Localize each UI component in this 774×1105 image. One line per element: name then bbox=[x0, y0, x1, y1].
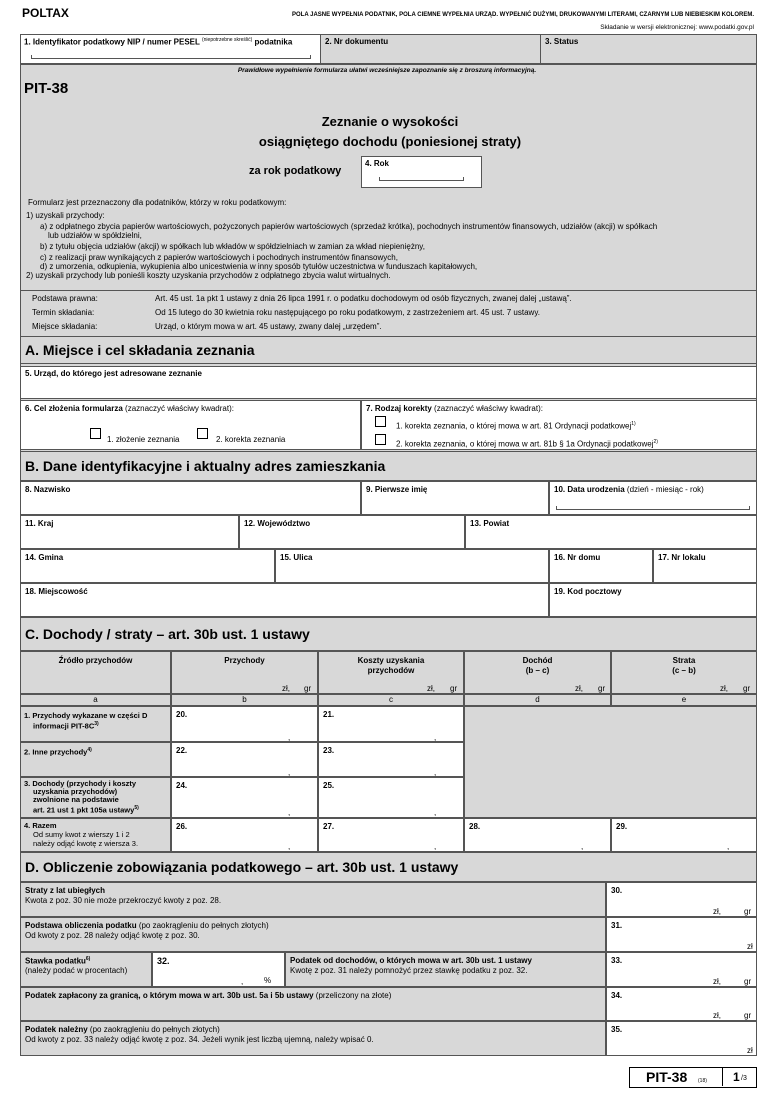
col-b-unit-zl: zł, bbox=[282, 684, 290, 693]
field-20[interactable]: 20. , bbox=[171, 706, 318, 742]
field-3-label: 3. Status bbox=[545, 37, 579, 46]
option-art81-sup: 1) bbox=[631, 421, 636, 427]
row-32-desc: (należy podać w procentach) bbox=[25, 966, 128, 975]
field-14-label: 14. Gmina bbox=[25, 553, 64, 562]
col-b-header bbox=[171, 651, 318, 694]
field-34-zl: zł, bbox=[713, 1011, 721, 1020]
checkbox-correction[interactable] bbox=[197, 428, 208, 439]
field-35-zl: zł bbox=[747, 1046, 753, 1055]
field-1-ticks bbox=[31, 55, 311, 59]
intro-point-1d: d) z umorzenia, odkupienia, wykupienia albo unicestwienia w inny sposób tytułów uczestnictwa w funduszach kapitałowych, bbox=[40, 262, 478, 271]
field-7-hint: (zaznaczyć właściwy kwadrat): bbox=[434, 404, 543, 413]
row-35-desc: Od kwoty z poz. 33 należy odjąć kwotę z poz. 34. Jeżeli wynik jest liczbą ujemną, należy wpisać 0. bbox=[25, 1035, 374, 1044]
field-6-purpose bbox=[20, 400, 361, 450]
col-d-unit-zl: zł, bbox=[575, 684, 583, 693]
footer-form-code: PIT-38 bbox=[646, 1069, 688, 1085]
field-30[interactable] bbox=[606, 882, 757, 917]
field-31[interactable] bbox=[606, 917, 757, 952]
deadline-label: Termin składania: bbox=[32, 308, 95, 317]
field-1-tail: podatnika bbox=[254, 37, 293, 47]
section-b-title: B. Dane identyfikacyjne i aktualny adres zamieszkania bbox=[25, 458, 386, 474]
field-8-label: 8. Nazwisko bbox=[25, 485, 71, 494]
field-22-label: 22. bbox=[176, 746, 188, 755]
row-3-label-line1: 3. Dochody (przychody i koszty bbox=[24, 779, 137, 788]
field-6-hint: (zaznaczyć właściwy kwadrat): bbox=[125, 404, 234, 413]
fill-instructions: POLA JASNE WYPEŁNIA PODATNIK, POLA CIEMNE WYPEŁNIA URZĄD. WYPEŁNIĆ DUŻYMI, DRUKOWANYMI LITERAMI, CZARNYM LUB NIEBIESKIM KOLOREM. bbox=[292, 12, 754, 18]
field-35[interactable] bbox=[606, 1021, 757, 1056]
field-6-label: 6. Cel złożenia formularza bbox=[25, 404, 123, 413]
footer-code-box bbox=[629, 1067, 757, 1088]
field-10-ticks bbox=[556, 506, 750, 510]
table-row-1-label bbox=[20, 706, 171, 742]
col-d-header bbox=[464, 651, 611, 694]
place-label: Miejsce składania: bbox=[32, 322, 98, 331]
field-26-label: 26. bbox=[176, 822, 188, 831]
col-income-header-2: (b – c) bbox=[525, 666, 550, 675]
option-submission-label: 1. złożenie zeznania bbox=[107, 435, 180, 444]
option-art81-label: 1. korekta zeznania, o której mowa w art. 81 Ordynacji podatkowej bbox=[396, 421, 632, 431]
row-2-label: 2. Inne przychody bbox=[24, 747, 88, 757]
col-revenue-header: Przychody bbox=[224, 656, 265, 665]
field-12-label: 12. Województwo bbox=[244, 519, 311, 528]
row-31-title: Podstawa obliczenia podatku bbox=[25, 921, 137, 930]
row-4-label-line2: Od sumy kwot z wierszy 1 i 2 bbox=[33, 830, 130, 839]
field-17-label: 17. Nr lokalu bbox=[658, 553, 706, 562]
col-letter-b bbox=[171, 694, 318, 706]
field-12-province[interactable] bbox=[239, 515, 465, 549]
field-8-surname[interactable] bbox=[20, 481, 361, 515]
field-27-label: 27. bbox=[323, 822, 335, 831]
field-16-label: 16. Nr domu bbox=[554, 553, 601, 562]
row-2-sup: 4) bbox=[87, 747, 92, 753]
col-d-unit-gr: gr bbox=[598, 684, 606, 693]
row-3-label-line4: art. 21 ust 1 pkt 105a ustawy bbox=[33, 805, 135, 815]
intro-point-1a-cont: lub udziałów w spółdzielni, bbox=[48, 231, 142, 240]
row-32-label bbox=[20, 952, 152, 987]
field-5-tax-office[interactable] bbox=[20, 366, 757, 399]
col-letter-a bbox=[20, 694, 171, 706]
shaded-de-block bbox=[464, 706, 757, 818]
field-5-label: 5. Urząd, do którego jest adresowane zeznanie bbox=[25, 369, 202, 378]
field-25-label: 25. bbox=[323, 781, 335, 790]
field-24-label: 24. bbox=[176, 781, 188, 790]
field-9-first-name[interactable] bbox=[361, 481, 549, 515]
electronic-filing-note: Składanie w wersji elektronicznej: www.podatki.gov.pl bbox=[600, 24, 754, 31]
table-row-2-label bbox=[20, 742, 171, 777]
col-letter-e bbox=[611, 694, 757, 706]
field-33-gr: gr bbox=[744, 977, 752, 986]
row-32-sup: 6) bbox=[85, 956, 91, 962]
letter-a: a bbox=[93, 695, 98, 704]
row-34-title: Podatek zapłacony za granicą, o którym mowa w art. 30b ust. 5a i 5b ustawy bbox=[25, 991, 314, 1000]
field-10-hint: (dzień - miesiąc - rok) bbox=[626, 485, 704, 494]
field-4-year[interactable] bbox=[361, 156, 482, 188]
field-21[interactable]: 21. , bbox=[318, 706, 464, 742]
deadline-value: Od 15 lutego do 30 kwietnia roku następującego po roku podatkowym, z zastrzeżeniem art. 45 ust. 7 ustawy. bbox=[155, 308, 540, 317]
field-32-percent: % bbox=[264, 976, 272, 985]
row-33-title: Podatek od dochodów, o których mowa w art. 30b ust. 1 ustawy bbox=[290, 956, 532, 965]
col-income-header-1: Dochód bbox=[522, 656, 553, 665]
table-row-4-label bbox=[20, 818, 171, 852]
field-15-street[interactable] bbox=[275, 549, 549, 583]
field-24[interactable]: 24. , bbox=[171, 777, 318, 818]
row-31-desc: Od kwoty z poz. 28 należy odjąć kwotę z poz. 30. bbox=[25, 931, 200, 940]
field-28-label: 28. bbox=[469, 822, 481, 831]
field-34-label: 34. bbox=[611, 991, 623, 1000]
footer-page-total: /3 bbox=[741, 1075, 747, 1082]
field-30-gr: gr bbox=[744, 907, 752, 916]
row-33-label bbox=[285, 952, 606, 987]
row-1-label-line1: 1. Przychody wykazane w części D bbox=[24, 711, 148, 720]
intro-lead: Formularz jest przeznaczony dla podatników, którzy w roku podatkowym: bbox=[28, 198, 287, 207]
option-art81b-sup: 2) bbox=[653, 439, 658, 445]
field-31-zl: zł bbox=[747, 942, 753, 951]
field-30-zl: zł, bbox=[713, 907, 721, 916]
intro-point-1b: b) z tytułu objęcia udziałów (akcji) w spółkach lub wkładów w spółdzielniach w zamian za wkład niepieniężny, bbox=[40, 242, 425, 251]
field-19-postal-code[interactable] bbox=[549, 583, 757, 617]
field-23[interactable]: 23. , bbox=[318, 742, 464, 777]
field-22[interactable]: 22. , bbox=[171, 742, 318, 777]
field-11-country[interactable] bbox=[20, 515, 239, 549]
row-3-sup: 5) bbox=[134, 805, 139, 811]
col-costs-header-1: Koszty uzyskania bbox=[357, 656, 425, 665]
field-32[interactable]: 32. , % bbox=[152, 952, 285, 987]
checkbox-correction-art81b[interactable] bbox=[375, 434, 386, 445]
brochure-note: Prawidłowe wypełnienie formularza ułatwi wcześniejsze zapoznanie się z broszurą informacyjną. bbox=[237, 67, 537, 74]
field-27[interactable]: 27. , bbox=[318, 818, 464, 852]
row-4-label-line1: 4. Razem bbox=[24, 821, 57, 830]
col-letter-c bbox=[318, 694, 464, 706]
option-art81b-label: 2. korekta zeznania, o której mowa w art. 81b § 1a Ordynacji podatkowej bbox=[396, 439, 654, 449]
row-35-hint: (po zaokrągleniu do pełnych złotych) bbox=[89, 1025, 220, 1034]
row-1-sup: 3) bbox=[94, 721, 99, 727]
field-20-label: 20. bbox=[176, 710, 188, 719]
form-title-line1: Zeznanie o wysokości bbox=[321, 114, 459, 129]
option-correction-label: 2. korekta zeznania bbox=[216, 435, 286, 444]
row-35-title: Podatek należny bbox=[25, 1025, 88, 1034]
row-3-label-line3: zwolnione na podstawie bbox=[33, 795, 119, 804]
field-33-label: 33. bbox=[611, 956, 623, 965]
row-30-desc: Kwota z poz. 30 nie może przekroczyć kwoty z poz. 28. bbox=[25, 896, 222, 905]
intro-point-1a: a) z odpłatnego zbycia papierów wartościowych, pożyczonych papierów wartościowych (sprzedaż krótka), pochodnych instrumentów finansowych, udziałów (akcji) w spółkach bbox=[40, 222, 658, 231]
legal-basis-value: Art. 45 ust. 1a pkt 1 ustawy z dnia 26 lipca 1991 r. o podatku dochodowym od osób fizycznych, zwanej dalej „ustawą”. bbox=[155, 294, 572, 303]
field-30-label: 30. bbox=[611, 886, 623, 895]
checkbox-submission[interactable] bbox=[90, 428, 101, 439]
place-value: Urząd, o którym mowa w art. 45 ustawy, zwany dalej „urzędem”. bbox=[155, 322, 382, 331]
row-30-title: Straty z lat ubiegłych bbox=[25, 886, 106, 895]
legal-basis-label: Podstawa prawna: bbox=[32, 294, 98, 303]
row-34-label bbox=[20, 987, 606, 1021]
field-10-label: 10. Data urodzenia bbox=[554, 485, 625, 494]
form-code: PIT-38 bbox=[24, 80, 69, 97]
field-13-label: 13. Powiat bbox=[470, 519, 510, 528]
field-13-county[interactable] bbox=[465, 515, 757, 549]
intro-point-2: 2) uzyskali przychody lub ponieśli koszty uzyskania przychodów z odpłatnego zbycia walut wirtualnych. bbox=[26, 271, 391, 280]
letter-c: c bbox=[389, 695, 393, 704]
col-source-header: Źródło przychodów bbox=[58, 656, 133, 665]
footer-divider bbox=[722, 1068, 723, 1086]
section-a-title: A. Miejsce i cel składania zeznania bbox=[25, 342, 255, 358]
row-1-label-line2: informacji PIT-8C bbox=[33, 721, 95, 731]
section-c-title: C. Dochody / straty – art. 30b ust. 1 ustawy bbox=[25, 626, 310, 642]
footer-page-number: 1 bbox=[733, 1070, 740, 1084]
field-32-label: 32. bbox=[157, 956, 170, 966]
col-costs-header-2: przychodów bbox=[367, 666, 415, 675]
row-30-label bbox=[20, 882, 606, 917]
field-28[interactable]: 28. , bbox=[464, 818, 611, 852]
row-31-hint: (po zaokrągleniu do pełnych złotych) bbox=[138, 921, 269, 930]
field-34-gr: gr bbox=[744, 1011, 752, 1020]
field-29-label: 29. bbox=[616, 822, 628, 831]
section-d-title: D. Obliczenie zobowiązania podatkowego – art. 30b ust. 1 ustawy bbox=[25, 859, 459, 875]
col-e-header bbox=[611, 651, 757, 694]
field-11-label: 11. Kraj bbox=[25, 519, 54, 528]
field-33-zl: zł, bbox=[713, 977, 721, 986]
row-31-label bbox=[20, 917, 606, 952]
field-16-house-number[interactable] bbox=[549, 549, 653, 583]
form-title-line2: osiągniętego dochodu (poniesionej straty) bbox=[258, 134, 522, 149]
field-26[interactable]: 26. , bbox=[171, 818, 318, 852]
field-15-label: 15. Ulica bbox=[280, 553, 313, 562]
col-c-header bbox=[318, 651, 464, 694]
col-c-unit-gr: gr bbox=[450, 684, 458, 693]
field-19-label: 19. Kod pocztowy bbox=[554, 587, 622, 596]
field-1-taxpayer-id[interactable] bbox=[20, 34, 321, 64]
field-34[interactable] bbox=[606, 987, 757, 1021]
field-33[interactable] bbox=[606, 952, 757, 987]
col-b-unit-gr: gr bbox=[304, 684, 312, 693]
field-14-municipality[interactable] bbox=[20, 549, 275, 583]
field-18-city[interactable] bbox=[20, 583, 549, 617]
field-35-label: 35. bbox=[611, 1025, 623, 1034]
tax-year-label: za rok podatkowy bbox=[249, 165, 342, 177]
intro-point-1c: c) z realizacji praw wynikających z papierów wartościowych i pochodnych instrumentów finansowych, bbox=[40, 253, 398, 262]
field-21-label: 21. bbox=[323, 710, 335, 719]
field-2-label: 2. Nr dokumentu bbox=[325, 37, 389, 46]
col-loss-header-2: (c – b) bbox=[672, 666, 696, 675]
field-9-label: 9. Pierwsze imię bbox=[366, 485, 428, 494]
field-18-label: 18. Miejscowość bbox=[25, 587, 88, 596]
letter-d: d bbox=[535, 695, 540, 704]
row-4-label-line3: należy odjąć kwotę z wiersza 3. bbox=[33, 839, 139, 848]
col-a-header bbox=[20, 651, 171, 694]
field-1-sup: (niepotrzebne skreślić) bbox=[201, 37, 253, 43]
field-4-ticks bbox=[379, 177, 464, 181]
col-loss-header-1: Strata bbox=[672, 656, 696, 665]
intro-point-1: 1) uzyskali przychody: bbox=[26, 211, 105, 220]
field-17-apartment-number[interactable] bbox=[653, 549, 757, 583]
field-29[interactable]: 29. , bbox=[611, 818, 757, 852]
field-7-label: 7. Rodzaj korekty bbox=[366, 404, 432, 413]
col-e-unit-gr: gr bbox=[743, 684, 751, 693]
checkbox-correction-art81[interactable] bbox=[375, 416, 386, 427]
row-32-title: Stawka podatku bbox=[25, 956, 86, 966]
field-31-label: 31. bbox=[611, 921, 623, 930]
letter-b: b bbox=[242, 695, 247, 704]
field-4-label: 4. Rok bbox=[365, 159, 390, 168]
footer-version: (18) bbox=[698, 1078, 707, 1084]
field-2-document-number bbox=[320, 34, 541, 64]
field-23-label: 23. bbox=[323, 746, 335, 755]
col-letter-d bbox=[464, 694, 611, 706]
poltax-label: POLTAX bbox=[22, 6, 69, 20]
row-34-hint: (przeliczony na złote) bbox=[315, 991, 392, 1000]
field-10-birth-date[interactable] bbox=[549, 481, 757, 515]
table-row-3-label bbox=[20, 777, 171, 818]
field-3-status bbox=[540, 34, 757, 64]
letter-e: e bbox=[681, 695, 687, 704]
intro-text bbox=[28, 198, 657, 280]
field-1-label: 1. Identyfikator podatkowy NIP / numer PESEL bbox=[24, 37, 200, 47]
row-35-label bbox=[20, 1021, 606, 1056]
col-e-unit-zl: zł, bbox=[720, 684, 728, 693]
row-3-label-line2: uzyskania przychodów) bbox=[33, 787, 118, 796]
row-33-desc: Kwotę z poz. 31 należy pomnożyć przez stawkę podatku z poz. 32. bbox=[290, 966, 528, 975]
field-25[interactable]: 25. , bbox=[318, 777, 464, 818]
col-c-unit-zl: zł, bbox=[427, 684, 435, 693]
